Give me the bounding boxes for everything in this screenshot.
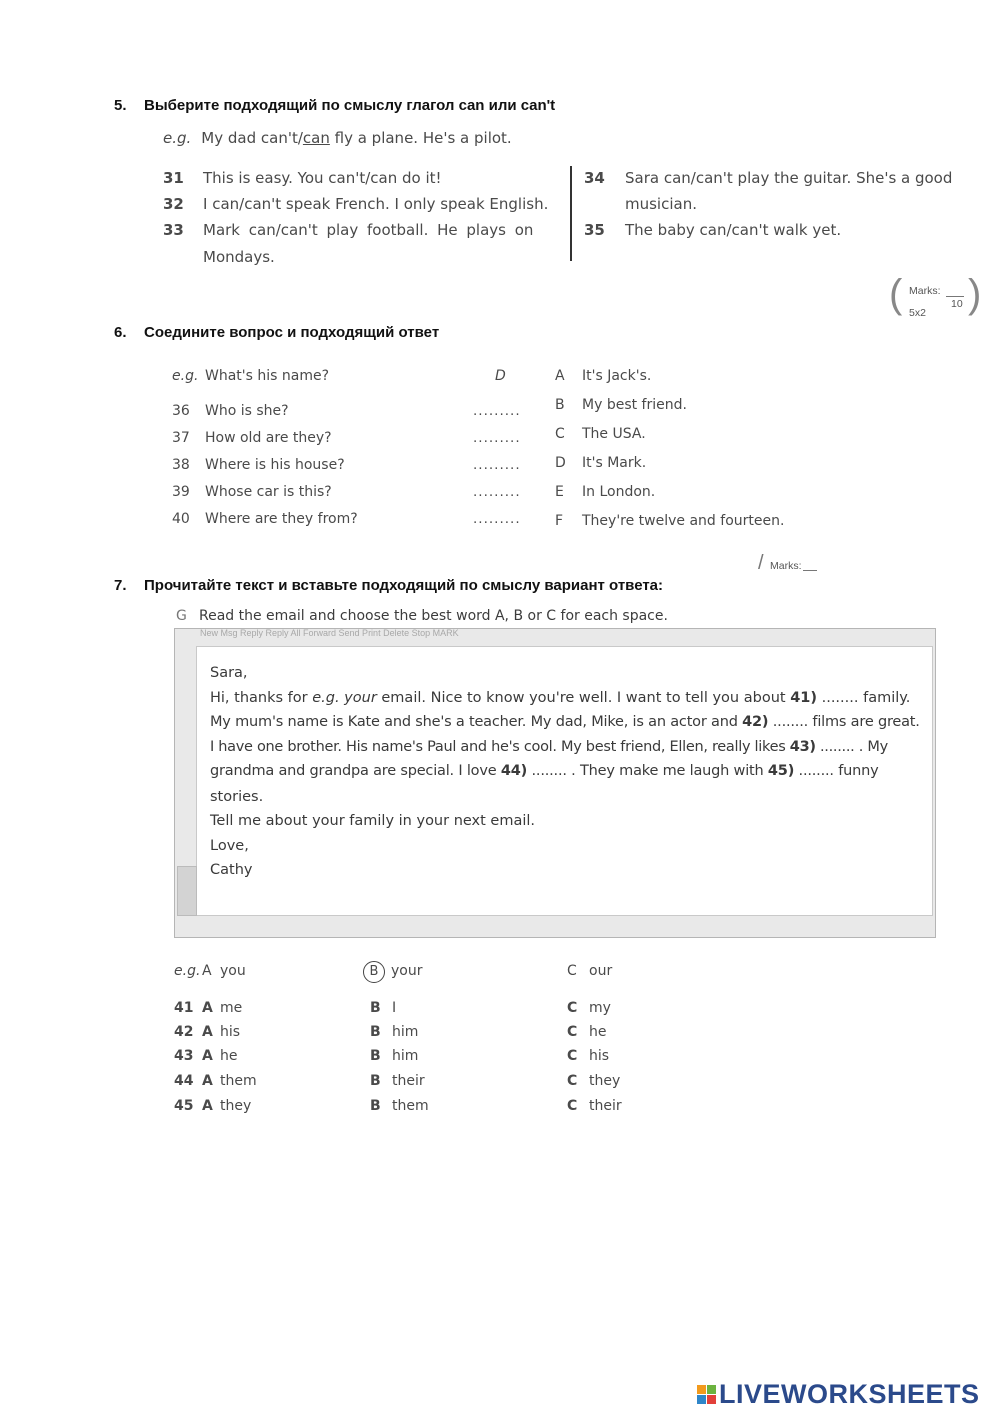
marks-total: 10	[951, 298, 963, 310]
option-c-42[interactable]: C he	[567, 1024, 607, 1040]
options-example-c: C our	[567, 963, 613, 979]
answer-text: It's Jack's.	[582, 368, 652, 384]
question-34[interactable]	[584, 169, 952, 187]
option-row-42: 42 A his	[174, 1024, 241, 1040]
task-7-number: 7.	[114, 577, 127, 594]
task-6-example	[172, 368, 329, 384]
column-divider	[570, 166, 572, 261]
question-number: 36	[172, 403, 190, 419]
question-number: 39	[172, 484, 190, 500]
email-toolbar: New Msg Reply Reply All Forward Send Print Delete Stop MARK	[200, 628, 459, 638]
question-text: This is easy. You can't/can do it!	[203, 169, 442, 187]
question-text: Mark can/can't play football. He plays on	[203, 221, 534, 239]
task-6-number: 6.	[114, 324, 127, 341]
example-answer: D	[495, 368, 506, 384]
email-line-3: I have one brother. His name's Paul and he's cool. My best friend, Ellen, really likes 43) ........ . My	[210, 739, 888, 755]
task-6-title	[114, 324, 439, 341]
question-number: 31	[163, 169, 184, 187]
answer-text: It's Mark.	[582, 455, 647, 471]
option-b-42[interactable]: B him	[370, 1024, 419, 1040]
question-36	[172, 403, 289, 419]
eg-label: e.g.	[174, 963, 201, 979]
option-c-41[interactable]: C my	[567, 1000, 611, 1016]
email-line-5: stories.	[210, 789, 264, 805]
eg-label: e.g.	[163, 129, 192, 147]
answer-letter: B	[555, 397, 565, 413]
header-letter: G	[176, 608, 187, 624]
answer-blank-36[interactable]: .........	[473, 403, 521, 419]
question-text: Mondays.	[203, 248, 275, 266]
answer-text: In London.	[582, 484, 656, 500]
task-5-example	[163, 129, 512, 147]
option-b-44[interactable]: B their	[370, 1073, 425, 1089]
question-text: Where are they from?	[205, 511, 358, 527]
question-34-continued	[584, 195, 697, 213]
question-number: 34	[584, 169, 605, 187]
marks-label: Marks:	[909, 285, 941, 297]
eg-label: e.g.	[172, 368, 199, 384]
answer-letter: C	[555, 426, 565, 442]
answer-letter: E	[555, 484, 564, 500]
option-a[interactable]: they	[220, 1098, 252, 1114]
email-line-6: Tell me about your family in your next email.	[210, 813, 536, 829]
answer-option-c	[555, 426, 646, 442]
answer-blank-39[interactable]: .........	[473, 484, 521, 500]
email-line-4: grandma and grandpa are special. I love 44) ........ . They make me laugh with 45) ........ funny	[210, 763, 879, 779]
task-7-title	[114, 577, 663, 594]
answer-blank-40[interactable]: .........	[473, 511, 521, 527]
answer-option-b	[555, 397, 687, 413]
answer-text: They're twelve and fourteen.	[582, 513, 785, 529]
answer-text: My best friend.	[582, 397, 687, 413]
task-6-instruction: Соедините вопрос и подходящий ответ	[144, 324, 440, 341]
example-after: fly a plane. He's a pilot.	[329, 129, 512, 147]
option-a[interactable]: his	[220, 1024, 241, 1040]
example-question: What's his name?	[205, 368, 330, 384]
logo-text: LIVEWORKSHEETS	[719, 1379, 980, 1409]
option-b-43[interactable]: B him	[370, 1048, 419, 1064]
task-7-instruction: Прочитайте текст и вставьте подходящий по смыслу вариант ответа:	[144, 577, 664, 594]
example-before: My dad can't/	[201, 129, 303, 147]
question-number: 32	[163, 195, 184, 213]
marks-slash: /	[758, 552, 764, 574]
answer-letter: D	[555, 455, 566, 471]
question-text: How old are they?	[205, 430, 332, 446]
option-a[interactable]: them	[220, 1073, 257, 1089]
question-number: 40	[172, 511, 190, 527]
task-5-title	[114, 97, 555, 114]
answer-option-f	[555, 513, 784, 529]
question-text: I can/can't speak French. I only speak English.	[203, 195, 549, 213]
marks-score: 5x2	[909, 307, 926, 319]
question-31[interactable]	[163, 169, 442, 187]
marks-right-paren: )	[968, 272, 982, 316]
liveworksheets-logo[interactable]	[697, 1379, 980, 1410]
answer-blank-38[interactable]: .........	[473, 457, 521, 473]
email-line-8: Cathy	[210, 862, 253, 878]
gap-43[interactable]: 43)	[789, 739, 816, 755]
option-a[interactable]: he	[220, 1048, 238, 1064]
question-text: musician.	[625, 195, 697, 213]
answer-option-d	[555, 455, 646, 471]
marks-blank-line	[946, 296, 964, 297]
question-35[interactable]	[584, 221, 841, 239]
answer-option-e	[555, 484, 655, 500]
answer-option-a	[555, 368, 651, 384]
question-number: 38	[172, 457, 190, 473]
question-text: The baby can/can't walk yet.	[625, 221, 842, 239]
options-example: e.g. A you	[174, 963, 246, 979]
question-text: Who is she?	[205, 403, 289, 419]
gap-41[interactable]: 41)	[790, 690, 817, 706]
question-38	[172, 457, 345, 473]
question-33-continued	[163, 248, 275, 266]
header-text: Read the email and choose the best word A, B or C for each space.	[199, 608, 668, 624]
marks-label: Marks:	[770, 560, 802, 572]
option-row-41: 41 A me	[174, 1000, 243, 1016]
gap-44[interactable]: 44)	[500, 763, 528, 779]
email-line-2: My mum's name is Kate and she's a teacher. My dad, Mike, is an actor and 42) ........ films are great.	[210, 714, 920, 730]
option-c-44[interactable]: C they	[567, 1073, 621, 1089]
answer-letter: A	[555, 368, 565, 384]
marks-left-paren: (	[889, 272, 903, 316]
gap-45[interactable]: 45)	[767, 763, 795, 779]
question-text: Whose car is this?	[205, 484, 332, 500]
example-underlined: can	[302, 129, 330, 147]
option-row-43: 43 A he	[174, 1048, 238, 1064]
question-number: 37	[172, 430, 190, 446]
question-32[interactable]	[163, 195, 548, 213]
question-text: Where is his house?	[205, 457, 345, 473]
scrollbar[interactable]	[177, 866, 197, 916]
option-row-44: 44 A them	[174, 1073, 257, 1089]
email-greeting: Sara,	[210, 665, 248, 681]
question-number: 35	[584, 221, 605, 239]
question-37	[172, 430, 332, 446]
question-40	[172, 511, 358, 527]
email-line-7: Love,	[210, 838, 249, 854]
options-example-b: B your	[363, 961, 422, 983]
task-5-number: 5.	[114, 97, 127, 114]
option-b-41[interactable]: B I	[370, 1000, 397, 1016]
marks-blank-line	[803, 570, 817, 571]
gap-42[interactable]: 42)	[742, 714, 769, 730]
option-c-43[interactable]: C his	[567, 1048, 610, 1064]
email-body	[196, 646, 933, 916]
eg-label: e.g.	[312, 690, 340, 706]
option-b-45[interactable]: B them	[370, 1098, 429, 1114]
question-text: Sara can/can't play the guitar. She's a good	[625, 169, 953, 187]
option-c-45[interactable]: C their	[567, 1098, 622, 1114]
task-7-header	[176, 608, 668, 624]
question-33[interactable]	[163, 221, 533, 239]
circled-answer: B	[363, 961, 385, 983]
logo-icon	[697, 1385, 719, 1405]
email-line-1: Hi, thanks for e.g. your email. Nice to know you're well. I want to tell you about 41) ........ family.	[210, 690, 911, 706]
answer-letter: F	[555, 513, 564, 529]
option-row-45: 45 A they	[174, 1098, 252, 1114]
answer-text: The USA.	[582, 426, 646, 442]
task-5-instruction: Выберите подходящий по смыслу глагол can или can't	[144, 97, 556, 114]
option-a[interactable]: me	[220, 1000, 243, 1016]
question-39	[172, 484, 332, 500]
question-number: 33	[163, 221, 184, 239]
answer-blank-37[interactable]: .........	[473, 430, 521, 446]
